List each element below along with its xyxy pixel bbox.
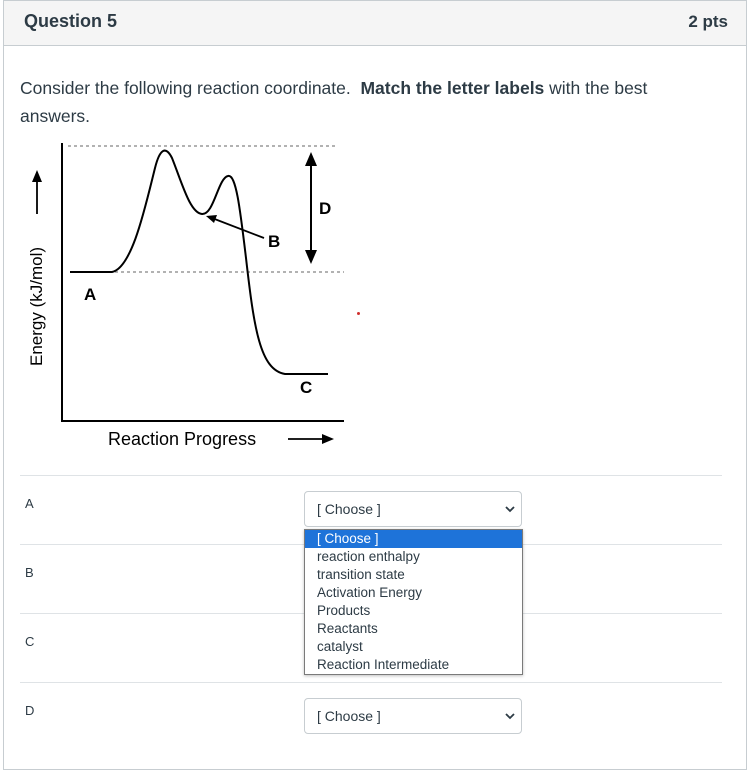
y-axis-label: Energy (kJ/mol) bbox=[27, 246, 46, 366]
arrowhead-b bbox=[206, 215, 217, 223]
select-answer-d[interactable] bbox=[304, 698, 522, 734]
select-value-d: [ Choose ] bbox=[317, 708, 381, 724]
energy-curve bbox=[70, 151, 328, 374]
row-label-a: A bbox=[25, 496, 34, 511]
prompt-text-bold: Match the letter labels bbox=[360, 78, 545, 98]
x-axis-label: Reaction Progress bbox=[108, 429, 257, 449]
arrow-to-intermediate bbox=[212, 218, 264, 238]
dropdown-option[interactable]: transition state bbox=[317, 567, 405, 582]
dropdown-option[interactable]: catalyst bbox=[317, 639, 363, 654]
row-label-c: C bbox=[25, 634, 35, 649]
question-title: Question 5 bbox=[24, 11, 118, 31]
dropdown-option[interactable]: Reaction Intermediate bbox=[317, 657, 450, 672]
chevron-down-icon bbox=[505, 711, 515, 721]
label-c: C bbox=[300, 378, 313, 397]
dropdown-option[interactable]: [ Choose ] bbox=[305, 530, 522, 548]
arrowhead-d-top bbox=[305, 152, 317, 166]
question-header bbox=[4, 1, 746, 46]
row-divider bbox=[20, 682, 722, 683]
y-arrow-head bbox=[32, 170, 42, 182]
reaction-coordinate-diagram bbox=[20, 138, 350, 458]
question-points: 2 pts bbox=[688, 12, 728, 31]
label-a: A bbox=[84, 285, 97, 304]
row-label-d: D bbox=[25, 703, 35, 718]
dropdown-option[interactable]: reaction enthalpy bbox=[317, 549, 420, 564]
label-d: D bbox=[319, 199, 332, 218]
x-arrow-head bbox=[322, 434, 334, 444]
chevron-down-icon bbox=[505, 504, 515, 514]
label-b: B bbox=[268, 232, 281, 251]
select-value-a: [ Choose ] bbox=[317, 501, 381, 517]
dropdown-option[interactable]: Reactants bbox=[317, 621, 378, 636]
select-answer-a[interactable] bbox=[304, 491, 522, 527]
stray-red-dot bbox=[357, 312, 360, 315]
row-label-b: B bbox=[25, 565, 34, 580]
prompt-text-1: Consider the following reaction coordinate. bbox=[20, 78, 361, 98]
arrowhead-d-bottom bbox=[305, 250, 317, 264]
dropdown-option[interactable]: Products bbox=[317, 603, 371, 618]
row-divider bbox=[20, 475, 722, 476]
answer-dropdown-list bbox=[304, 529, 523, 675]
dropdown-option[interactable]: Activation Energy bbox=[317, 585, 423, 600]
prompt-text-2: with the best answers. bbox=[20, 78, 648, 126]
question-prompt bbox=[20, 74, 710, 130]
